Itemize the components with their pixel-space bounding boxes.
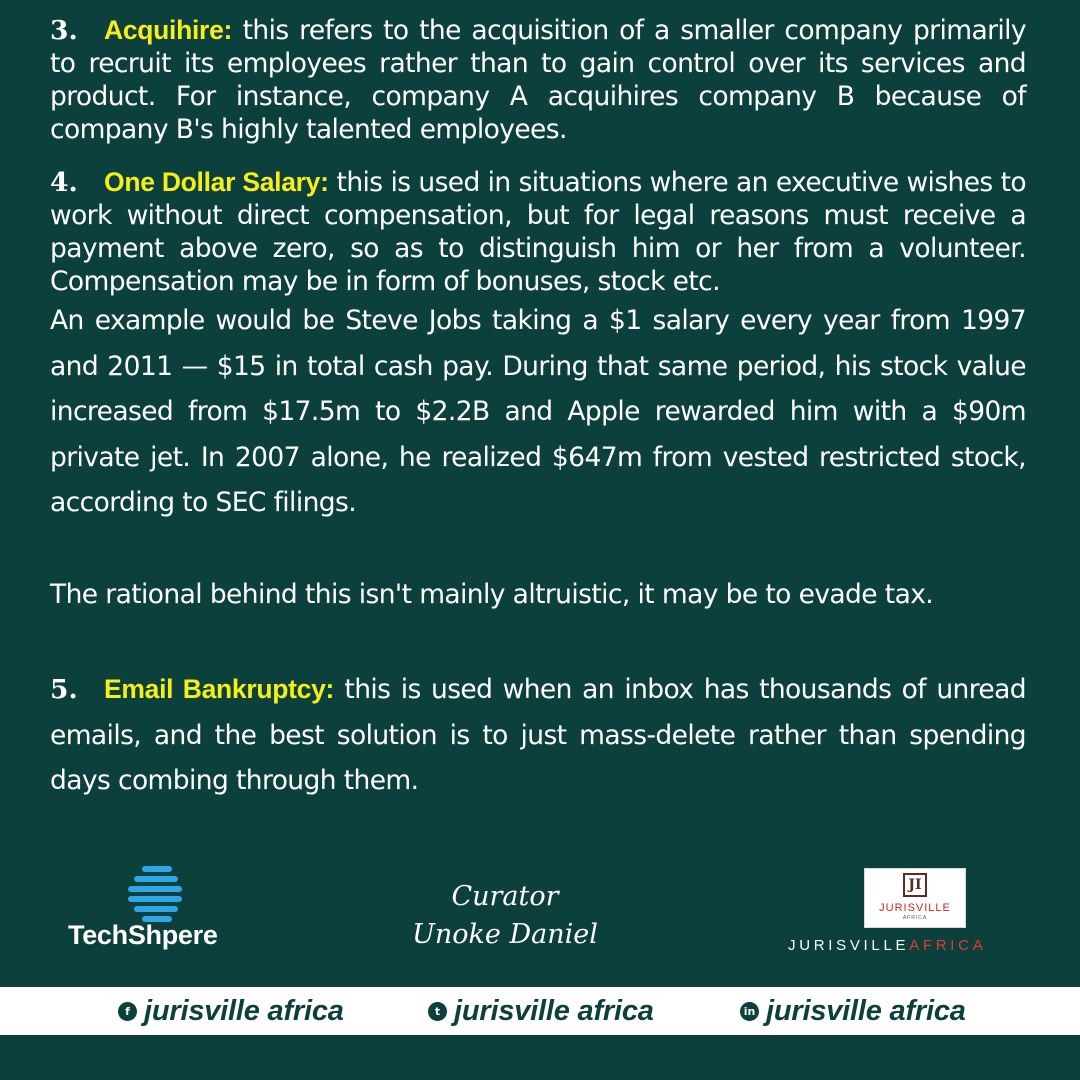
- item-term: Acquihire:: [104, 15, 233, 45]
- item-number: 5.: [50, 674, 78, 705]
- social-twitter[interactable]: [428, 994, 654, 1028]
- item-example: An example would be Steve Jobs taking a $1 salary every year from 1997 and 2011 — $15 in total cash pay. During that same period, his stock value increased from $17.5m to $2.2B and Apple rewarded him with a $90m private jet. In 2007 alone, he realized $647m from vested restricted stock, according to SEC filings.: [50, 305, 1026, 518]
- item-number: 3.: [50, 15, 78, 46]
- curator-credit: [400, 878, 610, 954]
- jurisville-logo: [864, 868, 966, 928]
- item-term: Email Bankruptcy:: [104, 674, 335, 704]
- techsphere-globe-icon: [128, 866, 192, 922]
- facebook-handle: jurisville africa: [144, 994, 344, 1027]
- curator-name: Unoke Daniel: [412, 919, 598, 950]
- item-definition: this is used when an inbox has thousands of unread emails, and the best solution is to just mass-delete rather than spending days combing through them.: [50, 674, 1026, 796]
- jurisville-logo-sub: AFRICA: [902, 915, 928, 921]
- twitter-icon: t: [428, 1002, 447, 1021]
- item-number: 4.: [50, 167, 78, 198]
- jurisville-wordmark-main: JURISVILLE: [788, 937, 910, 954]
- jurisville-logo-name: JURISVILLE: [879, 902, 951, 914]
- linkedin-icon: in: [740, 1002, 759, 1021]
- techsphere-name: TechShpere: [68, 920, 218, 950]
- social-bar: [0, 987, 1080, 1035]
- item-email-bankruptcy: [50, 667, 1026, 804]
- social-linkedin[interactable]: [740, 994, 966, 1028]
- item-one-dollar-salary: [50, 166, 1026, 298]
- techsphere-logo: [68, 862, 258, 962]
- article-body: [50, 14, 1026, 804]
- facebook-icon: f: [118, 1002, 137, 1021]
- curator-label: Curator: [451, 881, 559, 912]
- item-definition: this is used in situations where an executive wishes to work without direct compensation, but for legal reasons must receive a payment above zero, so as to distinguish him or her from a volunteer. Compensation may be in form of bonuses, stock etc.: [50, 167, 1026, 297]
- twitter-handle: jurisville africa: [454, 994, 654, 1027]
- jurisville-monogram-icon: JI: [903, 873, 927, 897]
- item-term: One Dollar Salary:: [104, 167, 329, 197]
- item-rationale: The rational behind this isn't mainly altruistic, it may be to evade tax.: [50, 578, 934, 610]
- item-definition: this refers to the acquisition of a smaller company primarily to recruit its employees rather than to gain control over its services and product. For instance, company A acquihires company B because of company B's highly talented employees.: [50, 15, 1026, 145]
- item-acquihire: [50, 14, 1026, 146]
- jurisville-wordmark-africa: AFRICA: [909, 937, 987, 954]
- linkedin-handle: jurisville africa: [766, 994, 966, 1027]
- social-facebook[interactable]: [118, 994, 344, 1028]
- jurisville-wordmark: [788, 937, 986, 954]
